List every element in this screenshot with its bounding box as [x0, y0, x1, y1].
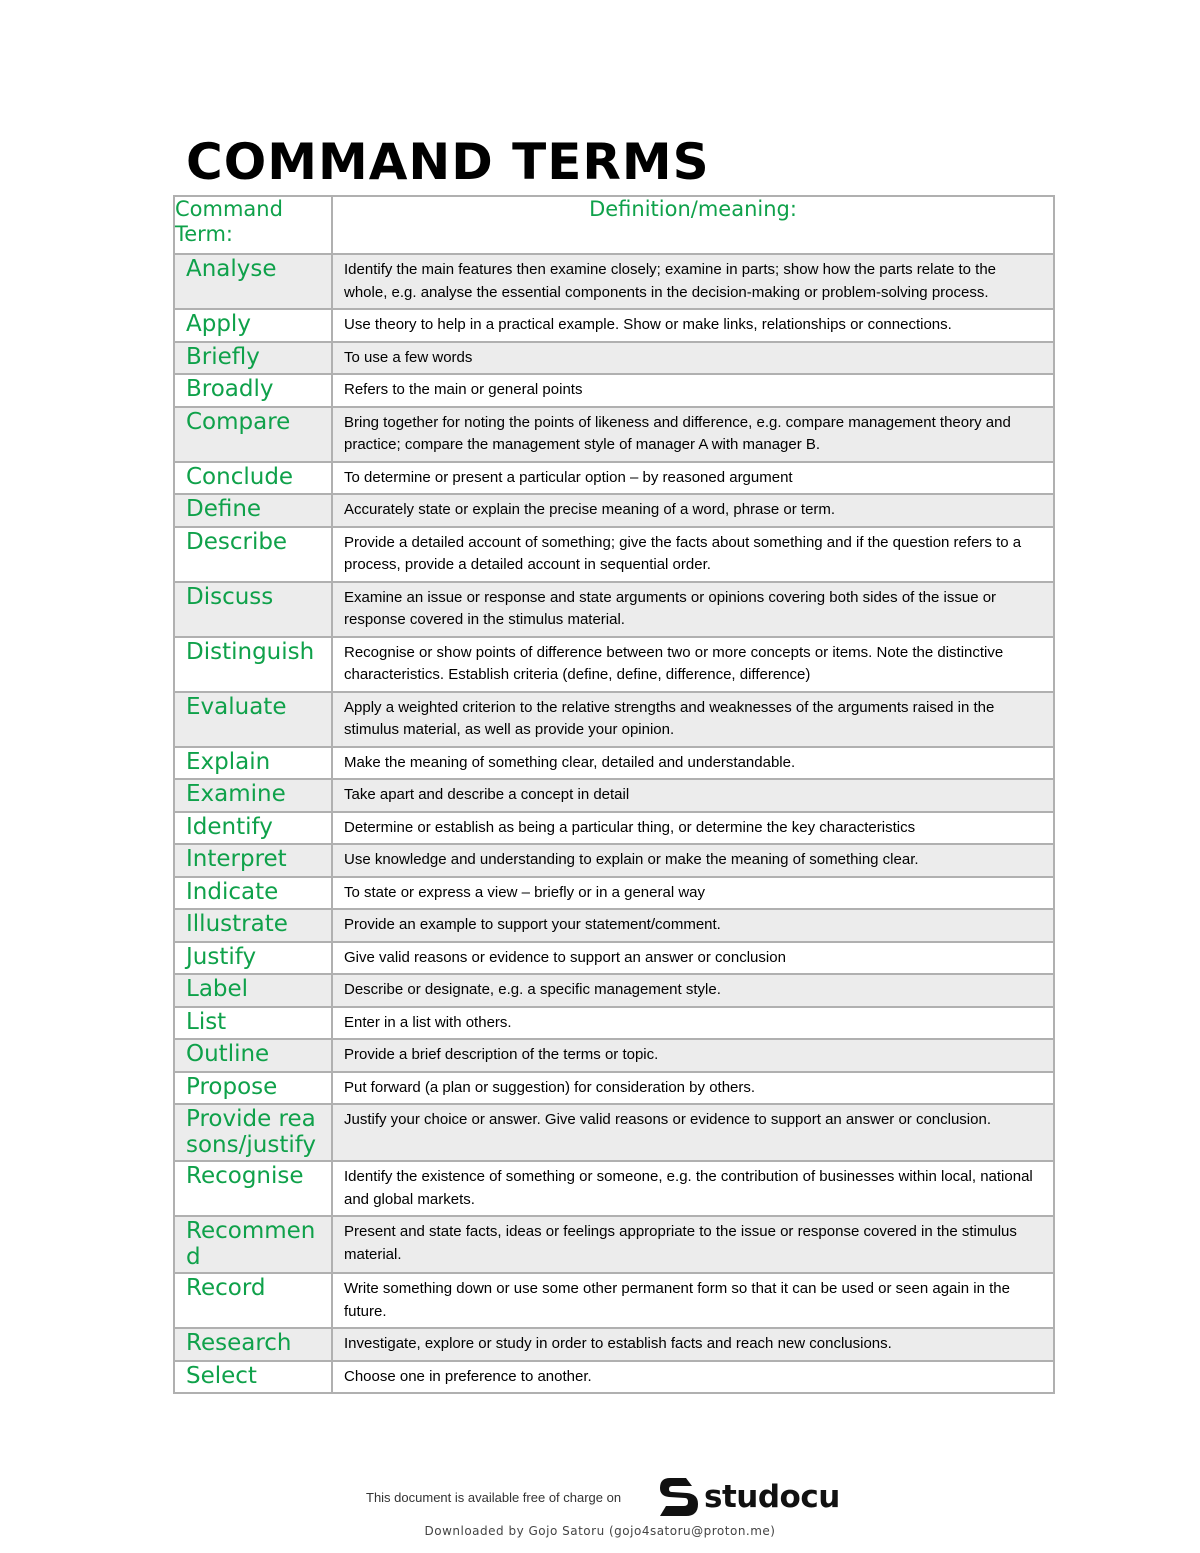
table-row: [174, 342, 1054, 375]
table-body: [174, 254, 1054, 1393]
command-terms-table: [173, 195, 1055, 1394]
definition-cell: Write something down or use some other permanent form so that it can be used or seen again in the future.: [332, 1273, 1054, 1328]
definition-cell: Provide a detailed account of something; give the facts about something and if the question refers to a process, provide a detailed account in sequential order.: [332, 527, 1054, 582]
definition-cell: Determine or establish as being a particular thing, or determine the key characteristics: [332, 812, 1054, 845]
command-term-cell: Research: [174, 1328, 332, 1361]
command-term-cell: Conclude: [174, 462, 332, 495]
table-row: [174, 582, 1054, 637]
table-row: [174, 637, 1054, 692]
definition-cell: Examine an issue or response and state arguments or opinions covering both sides of the issue or response covered in the stimulus material.: [332, 582, 1054, 637]
table-row: [174, 844, 1054, 877]
command-term-cell: Interpret: [174, 844, 332, 877]
command-term-cell: Record: [174, 1273, 332, 1328]
table-row: [174, 1007, 1054, 1040]
definition-cell: Identify the existence of something or someone, e.g. the contribution of businesses within local, national and global markets.: [332, 1161, 1054, 1216]
table-row: [174, 1216, 1054, 1273]
table-row: [174, 462, 1054, 495]
studocu-logo-text: studocu: [704, 1479, 840, 1515]
table-row: [174, 779, 1054, 812]
command-term-cell: Define: [174, 494, 332, 527]
definition-cell: Provide an example to support your statement/comment.: [332, 909, 1054, 942]
command-term-cell: Evaluate: [174, 692, 332, 747]
table-row: [174, 877, 1054, 910]
definition-cell: Provide a brief description of the terms or topic.: [332, 1039, 1054, 1072]
table-header-row: [174, 196, 1054, 254]
header-command-term: Command Term:: [174, 196, 332, 254]
table-row: [174, 1072, 1054, 1105]
table-row: [174, 374, 1054, 407]
table-row: [174, 1161, 1054, 1216]
command-term-cell: Broadly: [174, 374, 332, 407]
command-term-cell: Compare: [174, 407, 332, 462]
table-row: [174, 527, 1054, 582]
definition-cell: Bring together for noting the points of likeness and difference, e.g. compare management theory and practice; compare the management style of manager A with manager B.: [332, 407, 1054, 462]
page-title: COMMAND TERMS: [186, 133, 710, 191]
table-row: [174, 942, 1054, 975]
command-term-cell: Discuss: [174, 582, 332, 637]
command-term-cell: Analyse: [174, 254, 332, 309]
table-row: [174, 692, 1054, 747]
definition-cell: Present and state facts, ideas or feelings appropriate to the issue or response covered in the stimulus material.: [332, 1216, 1054, 1273]
table-row: [174, 1039, 1054, 1072]
header-definition: Definition/meaning:: [332, 196, 1054, 254]
table-row: [174, 1328, 1054, 1361]
command-term-cell: Explain: [174, 747, 332, 780]
definition-cell: Use theory to help in a practical example. Show or make links, relationships or connections.: [332, 309, 1054, 342]
command-term-cell: Apply: [174, 309, 332, 342]
definition-cell: Investigate, explore or study in order to establish facts and reach new conclusions.: [332, 1328, 1054, 1361]
definition-cell: Recognise or show points of difference between two or more concepts or items. Note the distinctive characteristics. Establish criteria (define, define, difference, difference): [332, 637, 1054, 692]
command-term-cell: Recommend: [174, 1216, 332, 1273]
definition-cell: To use a few words: [332, 342, 1054, 375]
command-term-cell: Identify: [174, 812, 332, 845]
studocu-logo-icon: [656, 1474, 700, 1520]
command-term-cell: Outline: [174, 1039, 332, 1072]
table-row: [174, 309, 1054, 342]
command-term-cell: Distinguish: [174, 637, 332, 692]
table-row: [174, 254, 1054, 309]
table-row: [174, 494, 1054, 527]
table-row: [174, 1361, 1054, 1394]
command-term-cell: Provide reasons/justify: [174, 1104, 332, 1161]
definition-cell: To state or express a view – briefly or in a general way: [332, 877, 1054, 910]
definition-cell: Describe or designate, e.g. a specific management style.: [332, 974, 1054, 1007]
definition-cell: Identify the main features then examine closely; examine in parts; show how the parts relate to the whole, e.g. analyse the essential components in the decision-making or problem-solving process.: [332, 254, 1054, 309]
definition-cell: Accurately state or explain the precise meaning of a word, phrase or term.: [332, 494, 1054, 527]
definition-cell: Make the meaning of something clear, detailed and understandable.: [332, 747, 1054, 780]
definition-cell: Enter in a list with others.: [332, 1007, 1054, 1040]
definition-cell: Put forward (a plan or suggestion) for consideration by others.: [332, 1072, 1054, 1105]
table-row: [174, 974, 1054, 1007]
command-term-cell: Recognise: [174, 1161, 332, 1216]
command-term-cell: Select: [174, 1361, 332, 1394]
table-row: [174, 407, 1054, 462]
definition-cell: Apply a weighted criterion to the relative strengths and weaknesses of the arguments raised in the stimulus material, as well as provide your opinion.: [332, 692, 1054, 747]
command-term-cell: Illustrate: [174, 909, 332, 942]
command-term-cell: Briefly: [174, 342, 332, 375]
command-term-cell: Describe: [174, 527, 332, 582]
command-term-cell: Label: [174, 974, 332, 1007]
table-row: [174, 909, 1054, 942]
definition-cell: Take apart and describe a concept in detail: [332, 779, 1054, 812]
command-term-cell: Propose: [174, 1072, 332, 1105]
table-row: [174, 812, 1054, 845]
definition-cell: Justify your choice or answer. Give valid reasons or evidence to support an answer or conclusion.: [332, 1104, 1054, 1161]
definition-cell: Use knowledge and understanding to explain or make the meaning of something clear.: [332, 844, 1054, 877]
studocu-logo[interactable]: [656, 1474, 840, 1520]
command-term-cell: List: [174, 1007, 332, 1040]
command-term-cell: Examine: [174, 779, 332, 812]
table-row: [174, 1104, 1054, 1161]
definition-cell: Give valid reasons or evidence to support an answer or conclusion: [332, 942, 1054, 975]
table-row: [174, 1273, 1054, 1328]
definition-cell: To determine or present a particular option – by reasoned argument: [332, 462, 1054, 495]
definition-cell: Choose one in preference to another.: [332, 1361, 1054, 1394]
command-term-cell: Indicate: [174, 877, 332, 910]
downloaded-by-text: Downloaded by Gojo Satoru (gojo4satoru@proton.me): [424, 1524, 776, 1538]
command-term-cell: Justify: [174, 942, 332, 975]
table-row: [174, 747, 1054, 780]
definition-cell: Refers to the main or general points: [332, 374, 1054, 407]
availability-text: This document is available free of charge on: [366, 1490, 622, 1505]
